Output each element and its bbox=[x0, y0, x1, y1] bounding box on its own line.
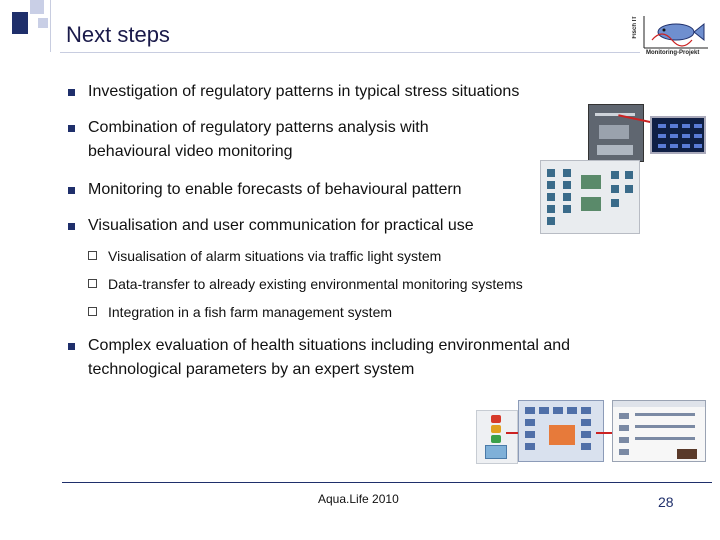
alarm-highlight bbox=[549, 425, 575, 445]
bullet-text: Monitoring to enable forecasts of behavioural pattern bbox=[88, 181, 462, 198]
amber-light-icon bbox=[491, 425, 501, 433]
sub-bullet-text: Visualisation of alarm situations via traffic light system bbox=[108, 248, 442, 264]
bullet-marker bbox=[68, 125, 75, 132]
sub-bullet-text: Data-transfer to already existing environmental monitoring systems bbox=[108, 276, 523, 292]
expert-system-report bbox=[612, 400, 706, 462]
logo-vertical-text: Fisch IT bbox=[632, 16, 638, 39]
checkbox-marker bbox=[88, 307, 97, 316]
traffic-light-image bbox=[476, 410, 518, 464]
green-light-icon bbox=[491, 435, 501, 443]
decor-square bbox=[30, 0, 44, 14]
bullet-marker bbox=[68, 187, 75, 194]
red-light-icon bbox=[491, 415, 501, 423]
fish-logo bbox=[632, 14, 710, 60]
bullet-item bbox=[68, 178, 462, 202]
footer-divider bbox=[62, 482, 712, 483]
bullet-marker bbox=[68, 89, 75, 96]
decor-square bbox=[12, 12, 28, 34]
bullet-text: Visualisation and user communication for practical use bbox=[88, 217, 474, 234]
bullet-item bbox=[68, 334, 570, 382]
checkbox-marker bbox=[88, 279, 97, 288]
report-header bbox=[613, 401, 705, 407]
footer-text: Aqua.Life 2010 bbox=[318, 492, 399, 506]
logo-caption: Monitoring-Projekt bbox=[646, 50, 700, 56]
device-icon bbox=[485, 445, 507, 459]
page-number: 28 bbox=[658, 494, 674, 510]
checkbox-marker bbox=[88, 251, 97, 260]
sub-bullet-text: Integration in a fish farm management system bbox=[108, 304, 393, 320]
sub-bullet-item bbox=[88, 274, 523, 294]
monitoring-screen bbox=[650, 116, 706, 154]
bullet-item bbox=[68, 116, 429, 164]
report-photo bbox=[677, 449, 697, 459]
bullet-text-continued: behavioural video monitoring bbox=[88, 143, 293, 160]
bullet-marker bbox=[68, 223, 75, 230]
bullet-text: Combination of regulatory patterns analysis with bbox=[88, 119, 429, 136]
bullet-text: Investigation of regulatory patterns in typical stress situations bbox=[88, 83, 520, 100]
alarm-screen bbox=[518, 400, 604, 462]
title-divider bbox=[60, 52, 640, 53]
bullet-marker bbox=[68, 343, 75, 350]
bullet-item bbox=[68, 80, 519, 104]
bullet-text: Complex evaluation of health situations including environmental and bbox=[88, 337, 571, 354]
bullet-item bbox=[68, 214, 474, 238]
video-monitoring-photo bbox=[588, 104, 644, 162]
bullet-text-continued: technological parameters by an expert system bbox=[88, 361, 415, 378]
sub-bullet-item bbox=[88, 246, 441, 266]
decor-rule bbox=[50, 0, 51, 52]
forecast-panel bbox=[540, 160, 640, 234]
slide-title: Next steps bbox=[66, 22, 170, 47]
sub-bullet-item bbox=[88, 302, 392, 322]
decor-square bbox=[38, 18, 48, 28]
